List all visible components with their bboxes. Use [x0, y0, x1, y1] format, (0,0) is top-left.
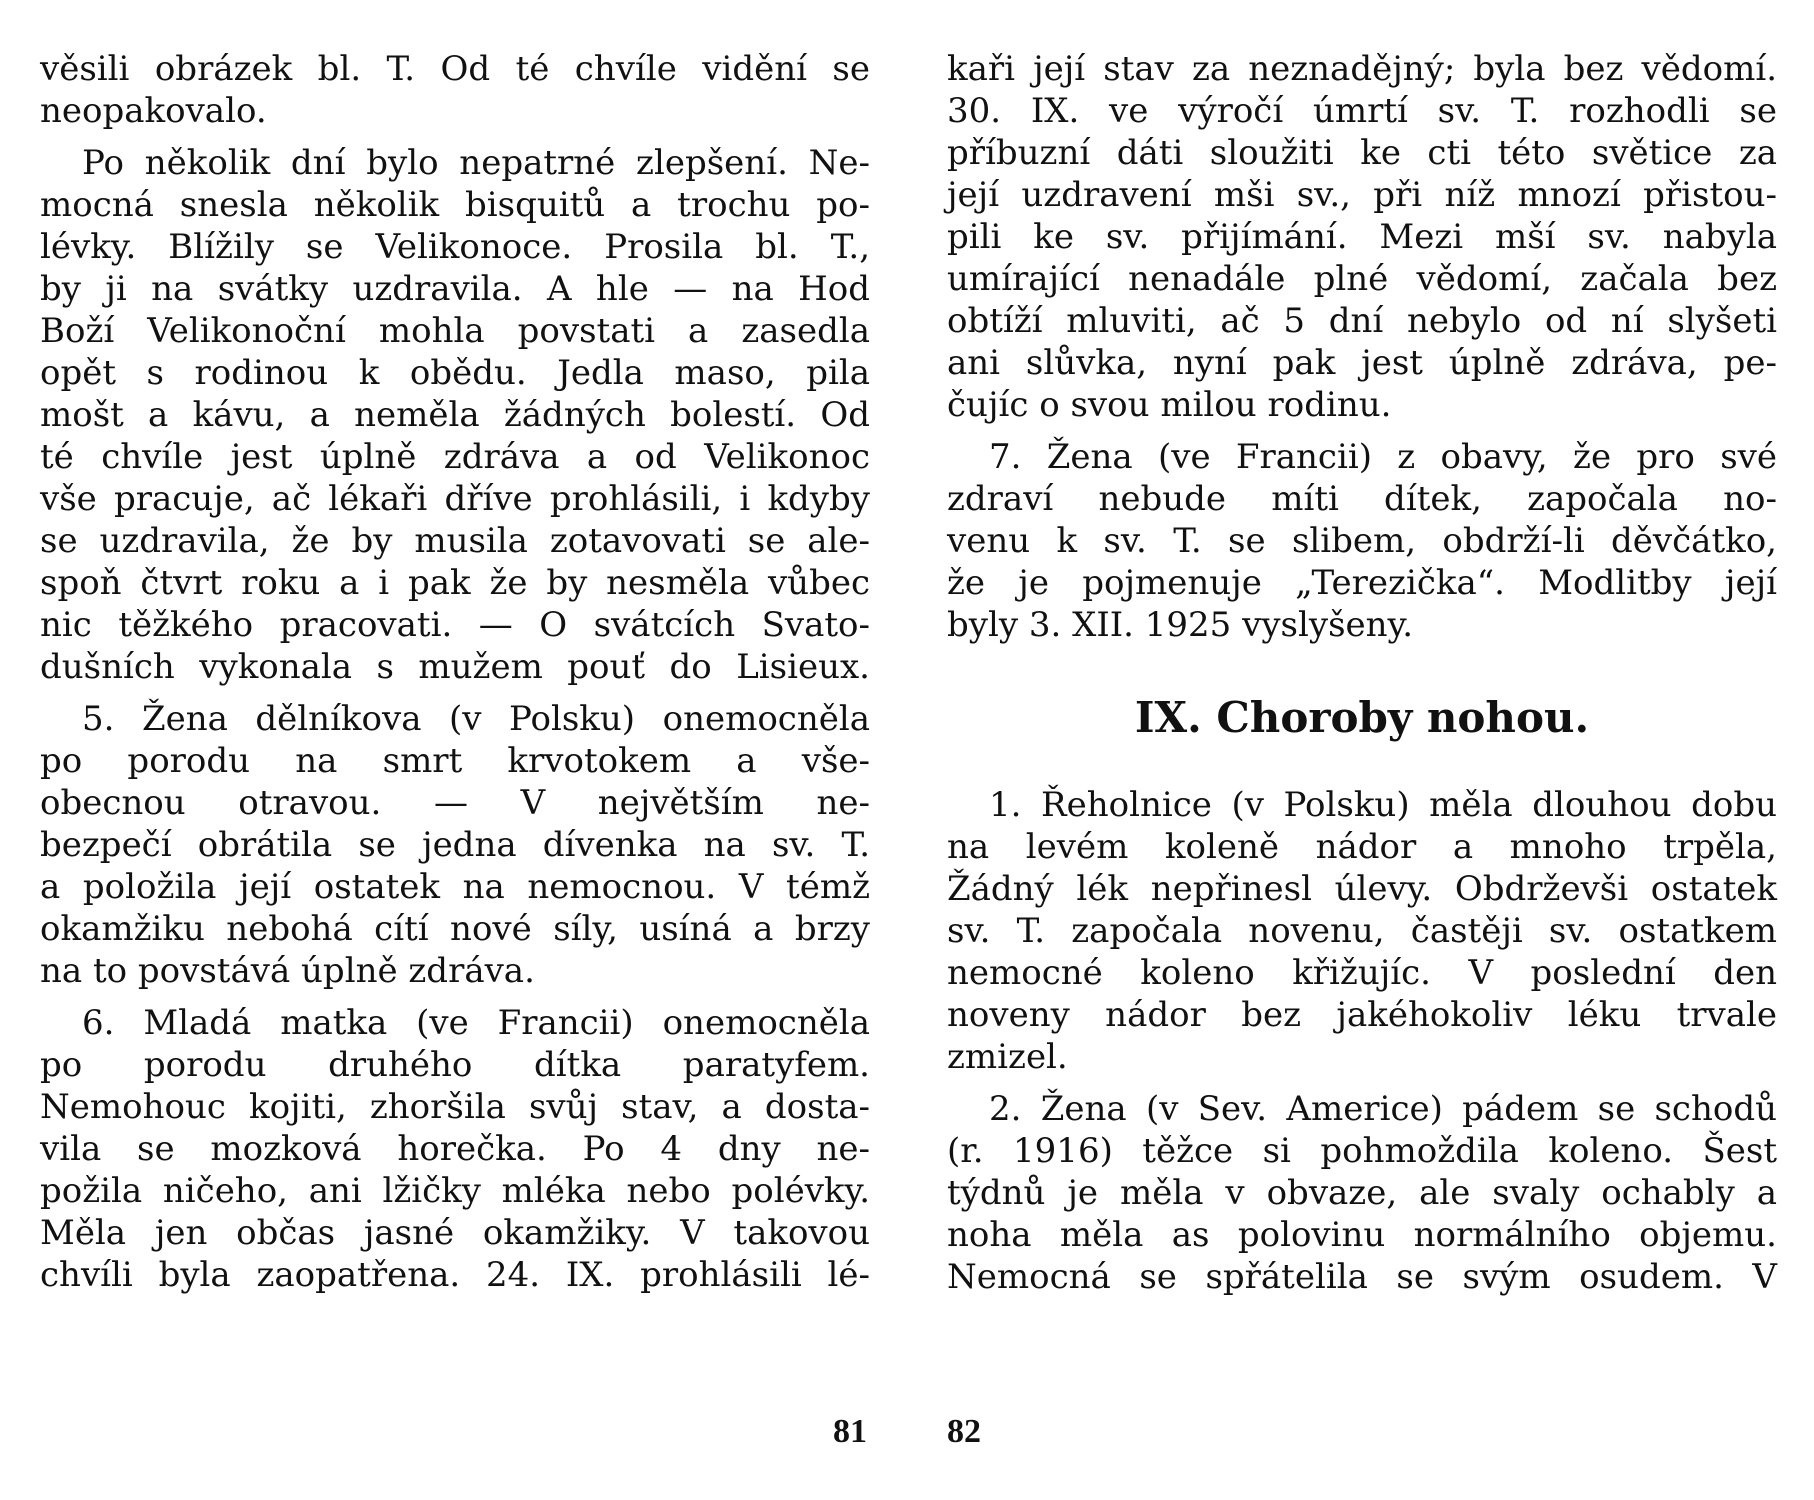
text-line: dušních vykonala s mužem pouť do Lisieux. — [40, 647, 870, 687]
text-line: a položila její ostatek na nemocnou. V témž — [40, 867, 870, 907]
paragraph — [40, 142, 870, 688]
text-line: Žádný lék nepřinesl úlevy. Obdrževši ostatek — [947, 869, 1777, 909]
text-line: Měla jen občas jasné okamžiky. V takovou — [40, 1213, 870, 1253]
paragraph — [40, 1002, 870, 1296]
paragraph — [947, 784, 1777, 1078]
text-line: pili ke sv. přijímání. Mezi mší sv. nabyla — [947, 217, 1777, 257]
text-line: její uzdravení mši sv., při níž mnozí přistou- — [947, 175, 1777, 215]
text-line: umírající nenadále plné vědomí, začala bez — [947, 259, 1777, 299]
paragraph — [947, 48, 1777, 426]
text-line: sv. T. započala novenu, častěji sv. ostatkem — [947, 911, 1777, 951]
text-line: obtíží mluviti, ač 5 dní nebylo od ní slyšeti — [947, 301, 1777, 341]
page-number: 81 — [833, 1413, 867, 1450]
text-line: po porodu na smrt krvotokem a vše- — [40, 741, 870, 781]
text-line: věsili obrázek bl. T. Od té chvíle vidění se — [40, 49, 870, 89]
text-line: 5. Žena dělníkova (v Polsku) onemocněla — [82, 699, 870, 739]
section-title: IX. Choroby nohou. — [1134, 693, 1590, 742]
text-line: 2. Žena (v Sev. Americe) pádem se schodů — [989, 1089, 1777, 1129]
text-line: po porodu druhého dítka paratyfem. — [40, 1045, 870, 1085]
paragraph — [947, 436, 1777, 646]
text-line: okamžiku nebohá cítí nové síly, usíná a brzy — [40, 909, 870, 949]
text-line: opět s rodinou k obědu. Jedla maso, pila — [40, 353, 870, 393]
text-line: mocná snesla několik bisquitů a trochu po- — [40, 185, 870, 225]
text-line: té chvíle jest úplně zdráva a od Velikonoc — [40, 437, 870, 477]
text-line: Boží Velikonoční mohla povstati a zasedla — [40, 311, 870, 351]
text-line: byly 3. XII. 1925 vyslyšeny. — [947, 605, 1414, 645]
text-line: Nemocná se spřátelila se svým osudem. V — [947, 1257, 1777, 1297]
text-line: nemocné koleno křižujíc. V poslední den — [947, 953, 1777, 993]
text-line: vila se mozková horečka. Po 4 dny ne- — [40, 1129, 870, 1169]
text-line: by ji na svátky uzdravila. A hle — na Hod — [40, 269, 870, 309]
text-line: zmizel. — [947, 1037, 1068, 1077]
page-number: 82 — [947, 1413, 981, 1450]
text-line: lévky. Blížily se Velikonoce. Prosila bl. T., — [40, 227, 870, 267]
text-line: (r. 1916) těžce si pohmoždila koleno. Šest — [947, 1131, 1777, 1171]
text-line: noveny nádor bez jakéhokoliv léku trvale — [947, 995, 1777, 1035]
text-line: kaři její stav za neznadějný; byla bez vědomí. — [947, 49, 1777, 89]
text-line: zdraví nebude míti dítek, započala no- — [947, 479, 1777, 519]
text-line: obecnou otravou. — V největším ne- — [40, 783, 870, 823]
text-line: 6. Mladá matka (ve Francii) onemocněla — [82, 1003, 870, 1043]
paragraph — [947, 1088, 1777, 1298]
text-line: bezpečí obrátila se jedna dívenka na sv. T. — [40, 825, 870, 865]
text-line: chvíli byla zaopatřena. 24. IX. prohlásili lé- — [40, 1255, 870, 1295]
text-line: na levém koleně nádor a mnoho trpěla, — [947, 827, 1777, 867]
text-line: spoň čtvrt roku a i pak že by nesměla vůbec — [40, 563, 870, 603]
text-line: ani slůvka, nyní pak jest úplně zdráva, pe- — [947, 343, 1777, 383]
text-line: 7. Žena (ve Francii) z obavy, že pro své — [989, 437, 1777, 477]
text-line: neopakovalo. — [40, 91, 267, 131]
paragraph — [40, 48, 870, 132]
text-line: 30. IX. ve výročí úmrtí sv. T. rozhodli se — [947, 91, 1777, 131]
text-line: noha měla as polovinu normálního objemu. — [947, 1215, 1777, 1255]
right-text-column — [947, 48, 1777, 1298]
left-text-column — [40, 48, 870, 1296]
text-line: vše pracuje, ač lékaři dříve prohlásili, i kdyby — [40, 479, 870, 519]
text-line: Po několik dní bylo nepatrné zlepšení. Ne- — [82, 143, 870, 183]
text-line: čujíc o svou milou rodinu. — [947, 385, 1392, 425]
text-line: Nemohouc kojiti, zhoršila svůj stav, a dosta- — [40, 1087, 870, 1127]
text-line: na to povstává úplně zdráva. — [40, 951, 535, 991]
text-line: že je pojmenuje „Terezička“. Modlitby její — [947, 563, 1777, 603]
text-line: se uzdravila, že by musila zotavovati se ale- — [40, 521, 870, 561]
text-line: nic těžkého pracovati. — O svátcích Svato- — [40, 605, 870, 645]
text-line: požila ničeho, ani lžičky mléka nebo polévky. — [40, 1171, 870, 1211]
text-line: týdnů je měla v obvaze, ale svaly ochably a — [947, 1173, 1777, 1213]
text-line: mošt a kávu, a neměla žádných bolestí. Od — [40, 395, 870, 435]
paragraph — [40, 698, 870, 992]
right-page — [907, 0, 1814, 1500]
text-line: 1. Řeholnice (v Polsku) měla dlouhou dobu — [989, 785, 1777, 825]
text-line: příbuzní dáti sloužiti ke cti této světice za — [947, 133, 1777, 173]
text-line: venu k sv. T. se slibem, obdrží-li děvčátko, — [947, 521, 1777, 561]
